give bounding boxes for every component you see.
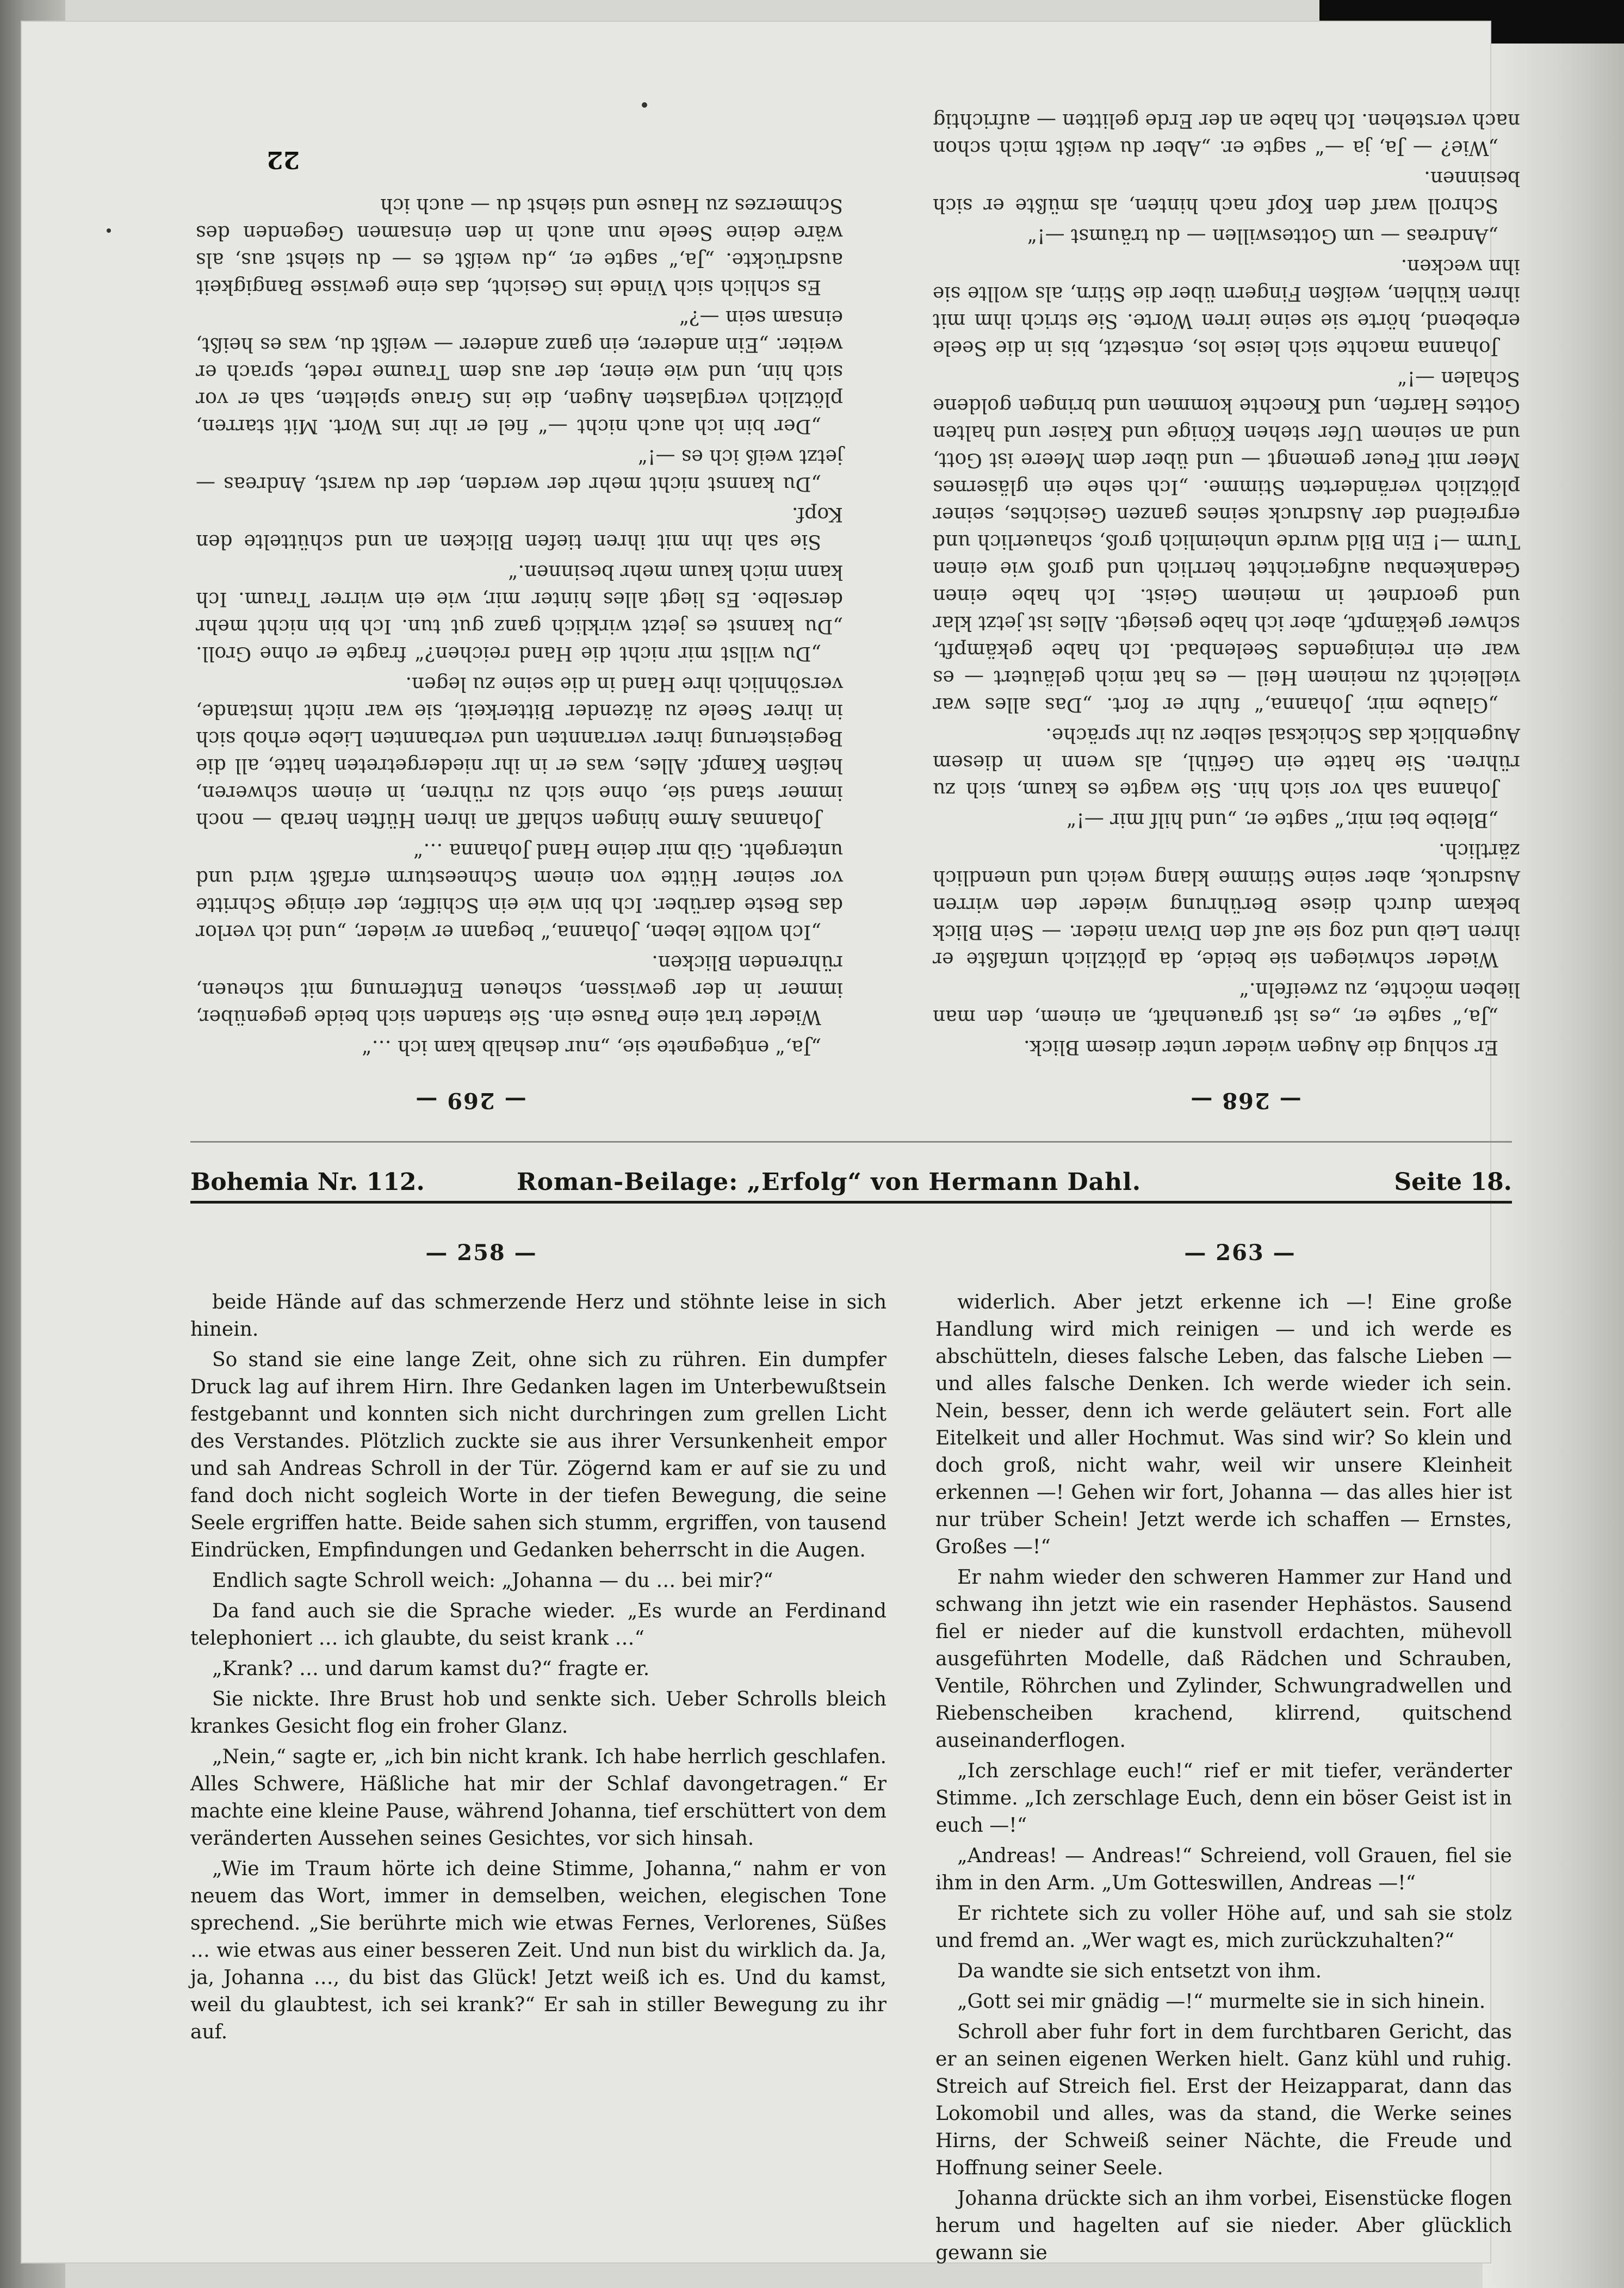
- paragraph: „Du willst mir nicht die Hand reichen?“ fragte er ohne Groll. „Du kannst es jetzt wirklich ganz gut tun. Ich bin nicht mehr derselbe. Es liegt alles hinter mir, wie ein wirrer Traum. Ich kann mich kaum mehr besinnen.“: [196, 561, 843, 665]
- paragraph: Sie nickte. Ihre Brust hob und senkte sich. Ueber Schrolls bleich krankes Gesicht flog ein froher Glanz.: [190, 1688, 887, 1738]
- paragraph: Er schlug die Augen wieder unter diesem Blick.: [1024, 1036, 1498, 1058]
- header-page-number: Seite 18.: [1394, 1168, 1512, 1196]
- paragraph: Schroll aber fuhr fort in dem furchtbaren Gericht, das er an seinen eigenen Werken hielt. Ganz kühl und ruhig. Streich auf Streich fiel. Erst der Heizapparat, dann das Lokomobil und alles, was da stand, die Werke seines Hirns, der Schweiß seiner Nächte, die Freude und Hoffnung seiner Seele.: [935, 2021, 1512, 2179]
- paragraph: Johanna drückte sich an ihm vorbei, Eisenstücke flogen herum und hagelten auf sie nieder. Aber glücklich gewann sie: [935, 2187, 1512, 2264]
- paragraph: Da wandte sie sich entsetzt von ihm.: [957, 1960, 1322, 1982]
- right-folio: — 263 —: [1184, 1240, 1296, 1266]
- paragraph: „Wie im Traum hörte ich deine Stimme, Johanna,“ nahm er von neuem das Wort, immer in demselben, weichen, elegischen Tone sprechend. „Sie berührte mich wie etwas Fernes, Verlorenes, Süßes … wie etwas aus einer besseren Zeit. Und nun bist du wirklich da. Ja, ja, Johanna …, du bist das Glück! Jetzt weiß ich es. Und du kamst, weil du glaubtest, ich sei krank?“ Er sah in stiller Bewegung zu ihr auf.: [190, 1858, 887, 2043]
- paragraph: Johannas Arme hingen schlaff an ihren Hüften herab — noch immer stand sie, ohne sich zu rühren, in einem schweren, heißen Kampf. Alles, was er in ihr niedergetreten hatte, all die Begeisterung ihrer verrannten und verbannten Liebe erhob sich in ihrer Seele zu ätzender Bitterkeit, sie war nicht imstande, versöhnlich ihre Hand in die seine zu legen.: [196, 673, 843, 831]
- paragraph: Er richtete sich zu voller Höhe auf, und sah sie stolz und fremd an. „Wer wagt es, mich zurückzuhalten?“: [935, 1902, 1512, 1952]
- paragraph: „Ja,“ entgegnete sie, „nur deshalb kam ich …“: [362, 1036, 821, 1058]
- paragraph: Er nahm wieder den schweren Hammer zur Hand und schwang ihn jetzt wie ein rasender Hephästos. Sausend fiel er nieder auf die kunstvoll erdachten, mühevoll ausgeführten Modelle, daß Rädchen und Schrauben, Ventile, Röhrchen und Zylinder, Schwungradwellen und Riebenscheiben krachend, klirrend, quitschend auseinanderflogen.: [935, 1566, 1512, 1752]
- header-publication: Bohemia Nr. 112.: [190, 1168, 425, 1196]
- paragraph: Johanna sah vor sich hin. Sie wagte es kaum, sich zu rühren. Sie hatte ein Gefühl, als wenn in diesem Augenblick das Schicksal selber zu ihr spräche.: [933, 724, 1520, 801]
- upside-right-folio: — 268 —: [1189, 1088, 1301, 1113]
- ink-speck: [642, 102, 647, 108]
- paragraph: „Andreas — um Gotteswillen — du träumst —!“: [1027, 225, 1498, 247]
- paragraph: Da fand auch sie die Sprache wieder. „Es wurde an Ferdinand telephoniert … ich glaubte, du seist krank …“: [190, 1600, 887, 1650]
- paragraph: Es schlich sich Vinde ins Gesicht, das eine gewisse Bangigkeit ausdrückte. „Ja,“ sagte er, „du weißt es — du siehst aus, als wäre deine Seele nun auch in den einsamen Gegenden des Schmerzes zu Hause und siehst du — auch ich: [196, 194, 843, 298]
- paragraph: beide Hände auf das schmerzende Herz und stöhnte leise in sich hinein.: [190, 1291, 887, 1341]
- paragraph: So stand sie eine lange Zeit, ohne sich zu rühren. Ein dumpfer Druck lag auf ihrem Hirn. Ihre Gedanken lagen im Unterbewußtsein festgebannt und konnten sich nicht durchringen zum grellen Licht des Verstandes. Plötzlich zuckte sie aus ihrer Versunkenheit empor und sah Andreas Schroll in der Tür. Zögernd kam er auf sie zu und fand doch nicht sogleich Worte in der tiefen Bewegung, die seine Seele ergriffen hatte. Beide sahen sich stumm, ergriffen, von tausend Eindrücken, Empfindungen und Gedanken beherrscht in die Augen.: [190, 1349, 887, 1561]
- paragraph: „Ich wollte leben, Johanna,“ begann er wieder, „und ich verlor das Beste darüber. Ich bin wie ein Schiffer, der einige Schritte vor seiner Hütte von einem Schneesturm erfaßt wird und untergeht. Gib mir deine Hand Johanna …“: [196, 839, 843, 943]
- ink-speck: [107, 228, 111, 233]
- header-top-rule: [190, 1141, 1512, 1143]
- upside-right-column: [933, 109, 1520, 1061]
- header-title: Roman-Beilage: „Erfolg“ von Hermann Dahl.: [517, 1168, 1142, 1196]
- upside-left-paragraphs: [196, 191, 843, 1061]
- paragraph: „Gott sei mir gnädig —!“ murmelte sie in sich hinein.: [957, 1991, 1486, 2013]
- paragraph: Schroll warf den Kopf nach hinten, als müßte er sich besinnen.: [933, 167, 1520, 216]
- left-paragraphs: [190, 1289, 887, 2046]
- page-header: [190, 1168, 1512, 1204]
- upside-left-folio: — 269 —: [414, 1088, 526, 1113]
- left-folio: — 258 —: [425, 1240, 537, 1266]
- upside-left-column: [196, 158, 843, 1061]
- paragraph: „Krank? … und darum kamst du?“ fragte er.: [212, 1658, 650, 1680]
- paragraph: Wieder trat eine Pause ein. Sie standen sich beide gegenüber, immer in der gewissen, scheuen Entfernung mit scheuen, rührenden Blicken.: [196, 951, 843, 1028]
- paragraph: „Der bin ich auch nicht —“ fiel er ihr ins Wort. Mit starren, plötzlich verglasten Augen, die ins Graue spielten, sah er vor sich hin, und wie einer, der aus dem Traume redet, sprach er weiter. „Ein anderer, ein ganz anderer — weißt du, was es heißt, einsam sein —?“: [196, 306, 843, 437]
- paragraph: „Glaube mir, Johanna,“ fuhr er fort. „Das alles war vielleicht zu meinem Heil — es hat mich geläutert — es war ein reinigendes Seelenbad. Ich habe gekämpft, schwer gekämpft, aber ich habe gesiegt. Alles ist jetzt klar und geordnet in meinem Geist. Ich habe einen Gedankenbau aufgerichtet herrlich und groß wie einen Turm —! Ein Bild wurde unheimlich groß, schauerlich und ergreifend der Ausdruck seines ganzen Gesichtes, seiner plötzlich veränderten Stimme. „Ich sehe ein gläsernes Meer mit Feuer gemengt — und über dem Meere ist Gott, und an seinem Ufer stehen Könige und Kaiser und halten Gottes Harfen, und Knechte kommen und bringen goldene Schalen —!“: [933, 367, 1520, 716]
- paragraph: „Nein,“ sagte er, „ich bin nicht krank. Ich habe herrlich geschlafen. Alles Schwere, Häßliche hat mir der Schlaf davongetragen.“ Er machte eine kleine Pause, während Johanna, tief erschüttert von dem veränderten Aussehen seines Gesichtes, vor sich hinsah.: [190, 1746, 887, 1850]
- paragraph: widerlich. Aber jetzt erkenne ich —! Eine große Handlung wird mich reinigen — und ich werde es abschütteln, dieses falsche Leben, das falsche Lieben — und alles falsche Denken. Ich werde wieder ich sein. Nein, besser, denn ich werde geläutert sein. Fort alle Eitelkeit und aller Hochmut. Was sind wir? So klein und doch groß, nicht wahr, weil wir unsere Kleinheit erkennen —! Gehen wir fort, Johanna — das alles hier ist nur trüber Schein! Jetzt werde ich schaffen — Ernstes, Großes —!“: [935, 1291, 1512, 1558]
- paragraph: „Ja,“ sagte er, „es ist grauenhaft, an einem, den man lieben möchte, zu zweifeln.“: [933, 978, 1520, 1028]
- right-column: [935, 1289, 1512, 2264]
- paragraph: „Bleibe bei mir,“ sagte er, „und hilf mir —!“: [1066, 809, 1498, 831]
- right-paragraphs: [935, 1289, 1512, 2267]
- paragraph: Sie sah ihn mit ihren tiefen Blicken an und schüttelte den Kopf.: [196, 503, 843, 553]
- paragraph: „Ich zerschlage euch!“ rief er mit tiefer, veränderter Stimme. „Ich zerschlage Euch, denn ein böser Geist ist in euch —!“: [935, 1760, 1512, 1837]
- paragraph: „Wie? — Ja, ja —“ sagte er. „Aber du weißt mich schon nach verstehen. Ich habe an der Erde gelitten — aufrichtig: [933, 109, 1520, 159]
- paragraph: Endlich sagte Schroll weich: „Johanna — du … bei mir?“: [212, 1570, 773, 1592]
- paragraph: Johanna machte sich leise los, entsetzt, bis in die Seele erbebend, hörte sie seine irren Worte. Sie strich ihm mit ihren kühlen, weißen Fingern über die Stirn, als wollte sie ihn wecken.: [933, 255, 1520, 359]
- paragraph: „Andreas! — Andreas!“ Schreiend, voll Grauen, fiel sie ihm in den Arm. „Um Gotteswillen, Andreas —!“: [935, 1845, 1512, 1894]
- left-column: [190, 1289, 887, 2235]
- upside-right-paragraphs: [933, 107, 1520, 1061]
- paragraph: Wieder schwiegen sie beide, da plötzlich umfaßte er ihren Leib und zog sie auf den Divan nieder. — Sein Blick bekam durch diese Berührung wieder den wirren Ausdruck, aber seine Stimme klang weich und unendlich zärtlich.: [933, 839, 1520, 970]
- corner-mark: 22: [266, 146, 300, 173]
- paragraph: „Du kannst nicht mehr der werden, der du warst, Andreas — jetzt weiß ich es —!“: [196, 445, 843, 495]
